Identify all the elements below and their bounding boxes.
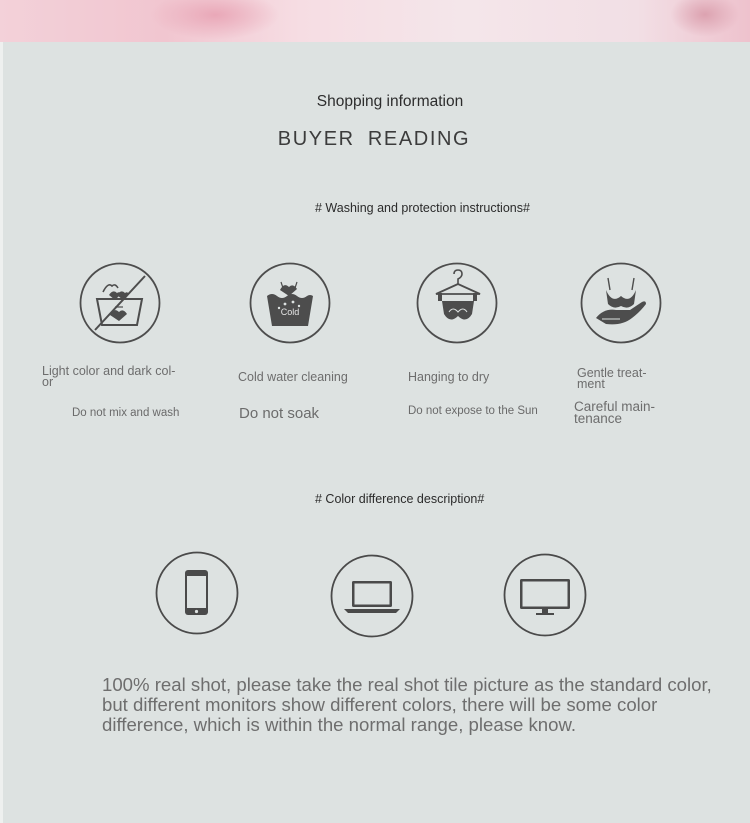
wash-sub-2: Do not soak xyxy=(239,405,320,422)
cold-icon-text: Cold xyxy=(280,307,300,317)
monitor-icon xyxy=(503,553,587,637)
gentle-hand-icon xyxy=(580,262,662,344)
washing-section-title: # Washing and protection instructions# xyxy=(315,201,530,215)
watercolor-blob xyxy=(150,0,280,40)
color-section-title: # Color difference description# xyxy=(315,492,485,506)
wash-label-1: Light color and dark col- or xyxy=(42,364,176,389)
wash-sub-3: Do not expose to the Sun xyxy=(408,405,538,417)
wash-label-3: Hanging to dry xyxy=(408,370,490,384)
watercolor-blob xyxy=(670,0,740,37)
hanger-icon xyxy=(416,262,498,344)
no-mix-wash-icon xyxy=(79,262,161,344)
top-banner xyxy=(0,0,750,42)
wash-label-2: Cold water cleaning xyxy=(238,370,348,384)
shopping-info-heading: Shopping information xyxy=(316,93,464,110)
color-difference-paragraph: 100% real shot, please take the real shot tile picture as the standard color, but different monitors show different colors, there will be some color difference, which is within the normal range, please know. xyxy=(102,674,712,735)
cold-water-icon xyxy=(249,262,331,344)
left-edge xyxy=(0,42,3,823)
buyer-reading-heading: BUYER READING xyxy=(277,128,471,150)
phone-icon xyxy=(155,551,239,635)
wash-sub-1: Do not mix and wash xyxy=(72,407,180,419)
wash-sub-4: Careful main- tenance xyxy=(574,399,656,426)
wash-label-4: Gentle treat- ment xyxy=(577,366,647,391)
laptop-icon xyxy=(330,554,414,638)
